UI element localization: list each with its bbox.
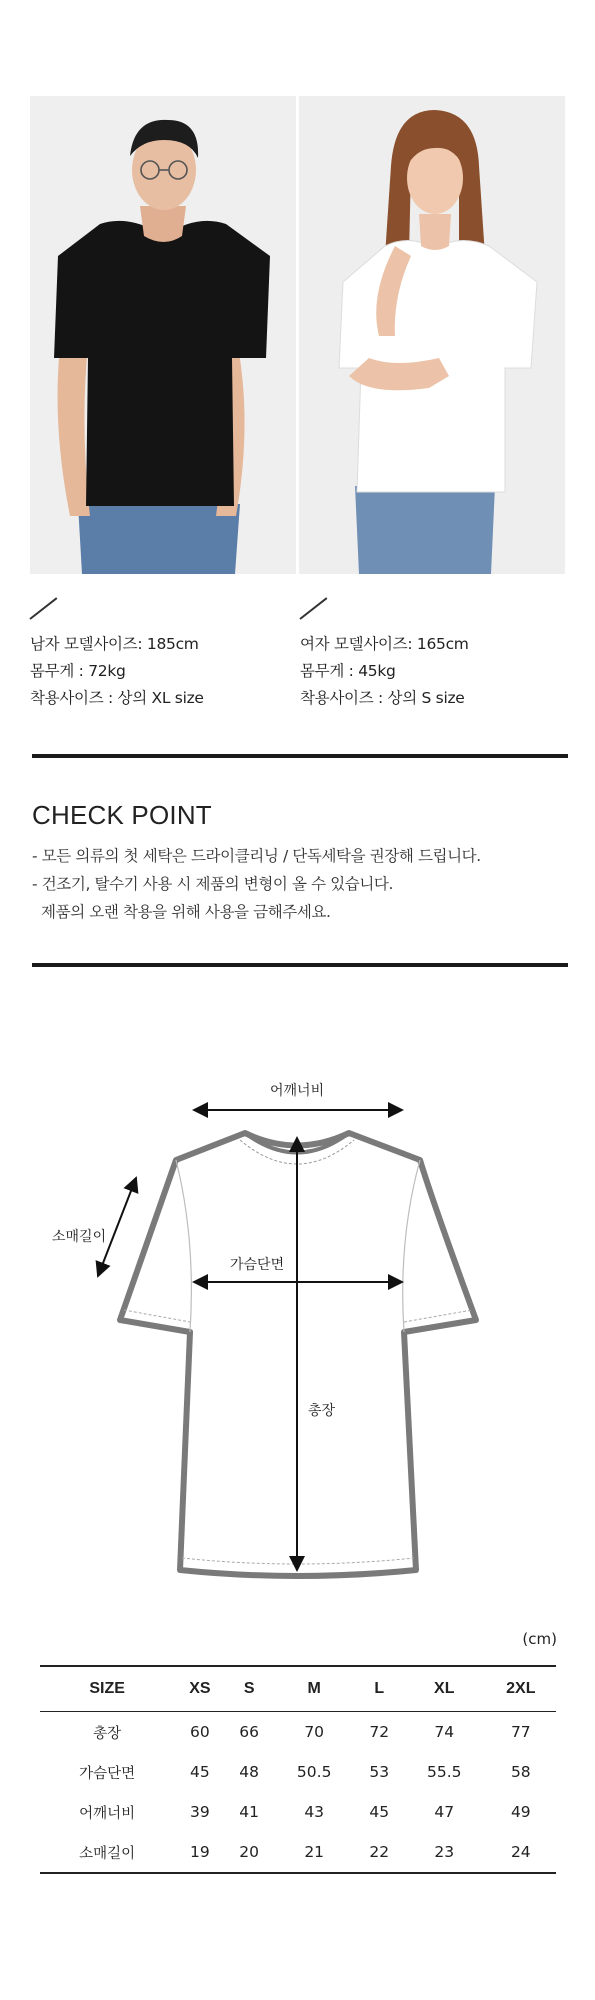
- female-model-height: 여자 모델사이즈: 165cm: [300, 635, 469, 653]
- table-row: [40, 1752, 556, 1792]
- table-cell: 21: [273, 1832, 356, 1873]
- table-cell: 74: [434, 1723, 455, 1741]
- table-cell: 50.5: [296, 1763, 332, 1781]
- check-point-title: CHECK POINT: [32, 800, 212, 830]
- female-model-weight: 몸무게 : 45kg: [300, 662, 396, 680]
- table-cell: 총장: [93, 1725, 122, 1742]
- sleeve-length-label: 소매길이: [52, 1229, 107, 1245]
- table-cell: 19: [174, 1832, 225, 1873]
- table-cell: 47: [434, 1803, 455, 1821]
- table-cell: 24: [486, 1832, 556, 1873]
- size-header: M: [273, 1666, 356, 1712]
- table-row: [40, 1832, 556, 1873]
- tshirt-measurement-diagram: [0, 1060, 595, 1600]
- table-cell: 가슴단면: [79, 1765, 136, 1782]
- table-cell: 70: [304, 1723, 325, 1741]
- table-cell: 58: [510, 1763, 531, 1781]
- male-model-weight: 몸무게 : 72kg: [30, 662, 126, 680]
- female-model-photo: [299, 96, 565, 574]
- male-model-wear-size: 착용사이즈 : 상의 XL size: [30, 689, 204, 707]
- size-header: S: [226, 1666, 273, 1712]
- table-cell: 77: [510, 1723, 531, 1741]
- table-row: [40, 1792, 556, 1832]
- total-length-label: 총장: [308, 1403, 336, 1419]
- table-cell: 60: [190, 1723, 210, 1741]
- table-cell: 45: [190, 1763, 210, 1781]
- divider: [32, 754, 568, 758]
- shoulder-width-label: 어깨너비: [270, 1083, 325, 1099]
- check-point-line: - 모든 의류의 첫 세탁은 드라이클리닝 / 단독세탁을 권장해 드립니다.: [32, 847, 481, 865]
- table-cell: 어깨너비: [79, 1805, 136, 1822]
- table-cell: 72: [369, 1723, 390, 1741]
- table-cell: 53: [369, 1763, 390, 1781]
- table-cell: 소매길이: [40, 1832, 174, 1873]
- decorative-slash-icon: [29, 597, 57, 620]
- table-cell: 55.5: [426, 1763, 462, 1781]
- size-table-header-row: [40, 1666, 556, 1712]
- male-model-photo: [30, 96, 296, 574]
- table-cell: 49: [510, 1803, 531, 1821]
- divider: [32, 963, 568, 967]
- table-cell: 48: [239, 1763, 260, 1781]
- table-cell: 43: [304, 1803, 325, 1821]
- female-model-wear-size: 착용사이즈 : 상의 S size: [300, 689, 465, 707]
- table-cell: 23: [403, 1832, 486, 1873]
- chest-width-label: 가슴단면: [230, 1257, 285, 1273]
- unit-label: (cm): [522, 1630, 557, 1648]
- size-header: SIZE: [40, 1666, 174, 1712]
- size-header: 2XL: [486, 1666, 556, 1712]
- decorative-slash-icon: [299, 597, 327, 620]
- table-cell: 22: [356, 1832, 403, 1873]
- table-cell: 20: [226, 1832, 273, 1873]
- size-header: L: [356, 1666, 403, 1712]
- size-table: [40, 1665, 556, 1874]
- table-cell: 41: [239, 1803, 260, 1821]
- check-point-line: 제품의 오랜 착용을 위해 사용을 금해주세요.: [32, 903, 331, 921]
- size-header: XS: [174, 1666, 225, 1712]
- table-cell: 39: [190, 1803, 210, 1821]
- table-cell: 45: [369, 1803, 390, 1821]
- check-point-line: - 건조기, 탈수기 사용 시 제품의 변형이 올 수 있습니다.: [32, 875, 394, 893]
- table-row: [40, 1712, 556, 1753]
- male-model-height: 남자 모델사이즈: 185cm: [30, 635, 199, 653]
- table-cell: 66: [239, 1723, 260, 1741]
- size-header: XL: [403, 1666, 486, 1712]
